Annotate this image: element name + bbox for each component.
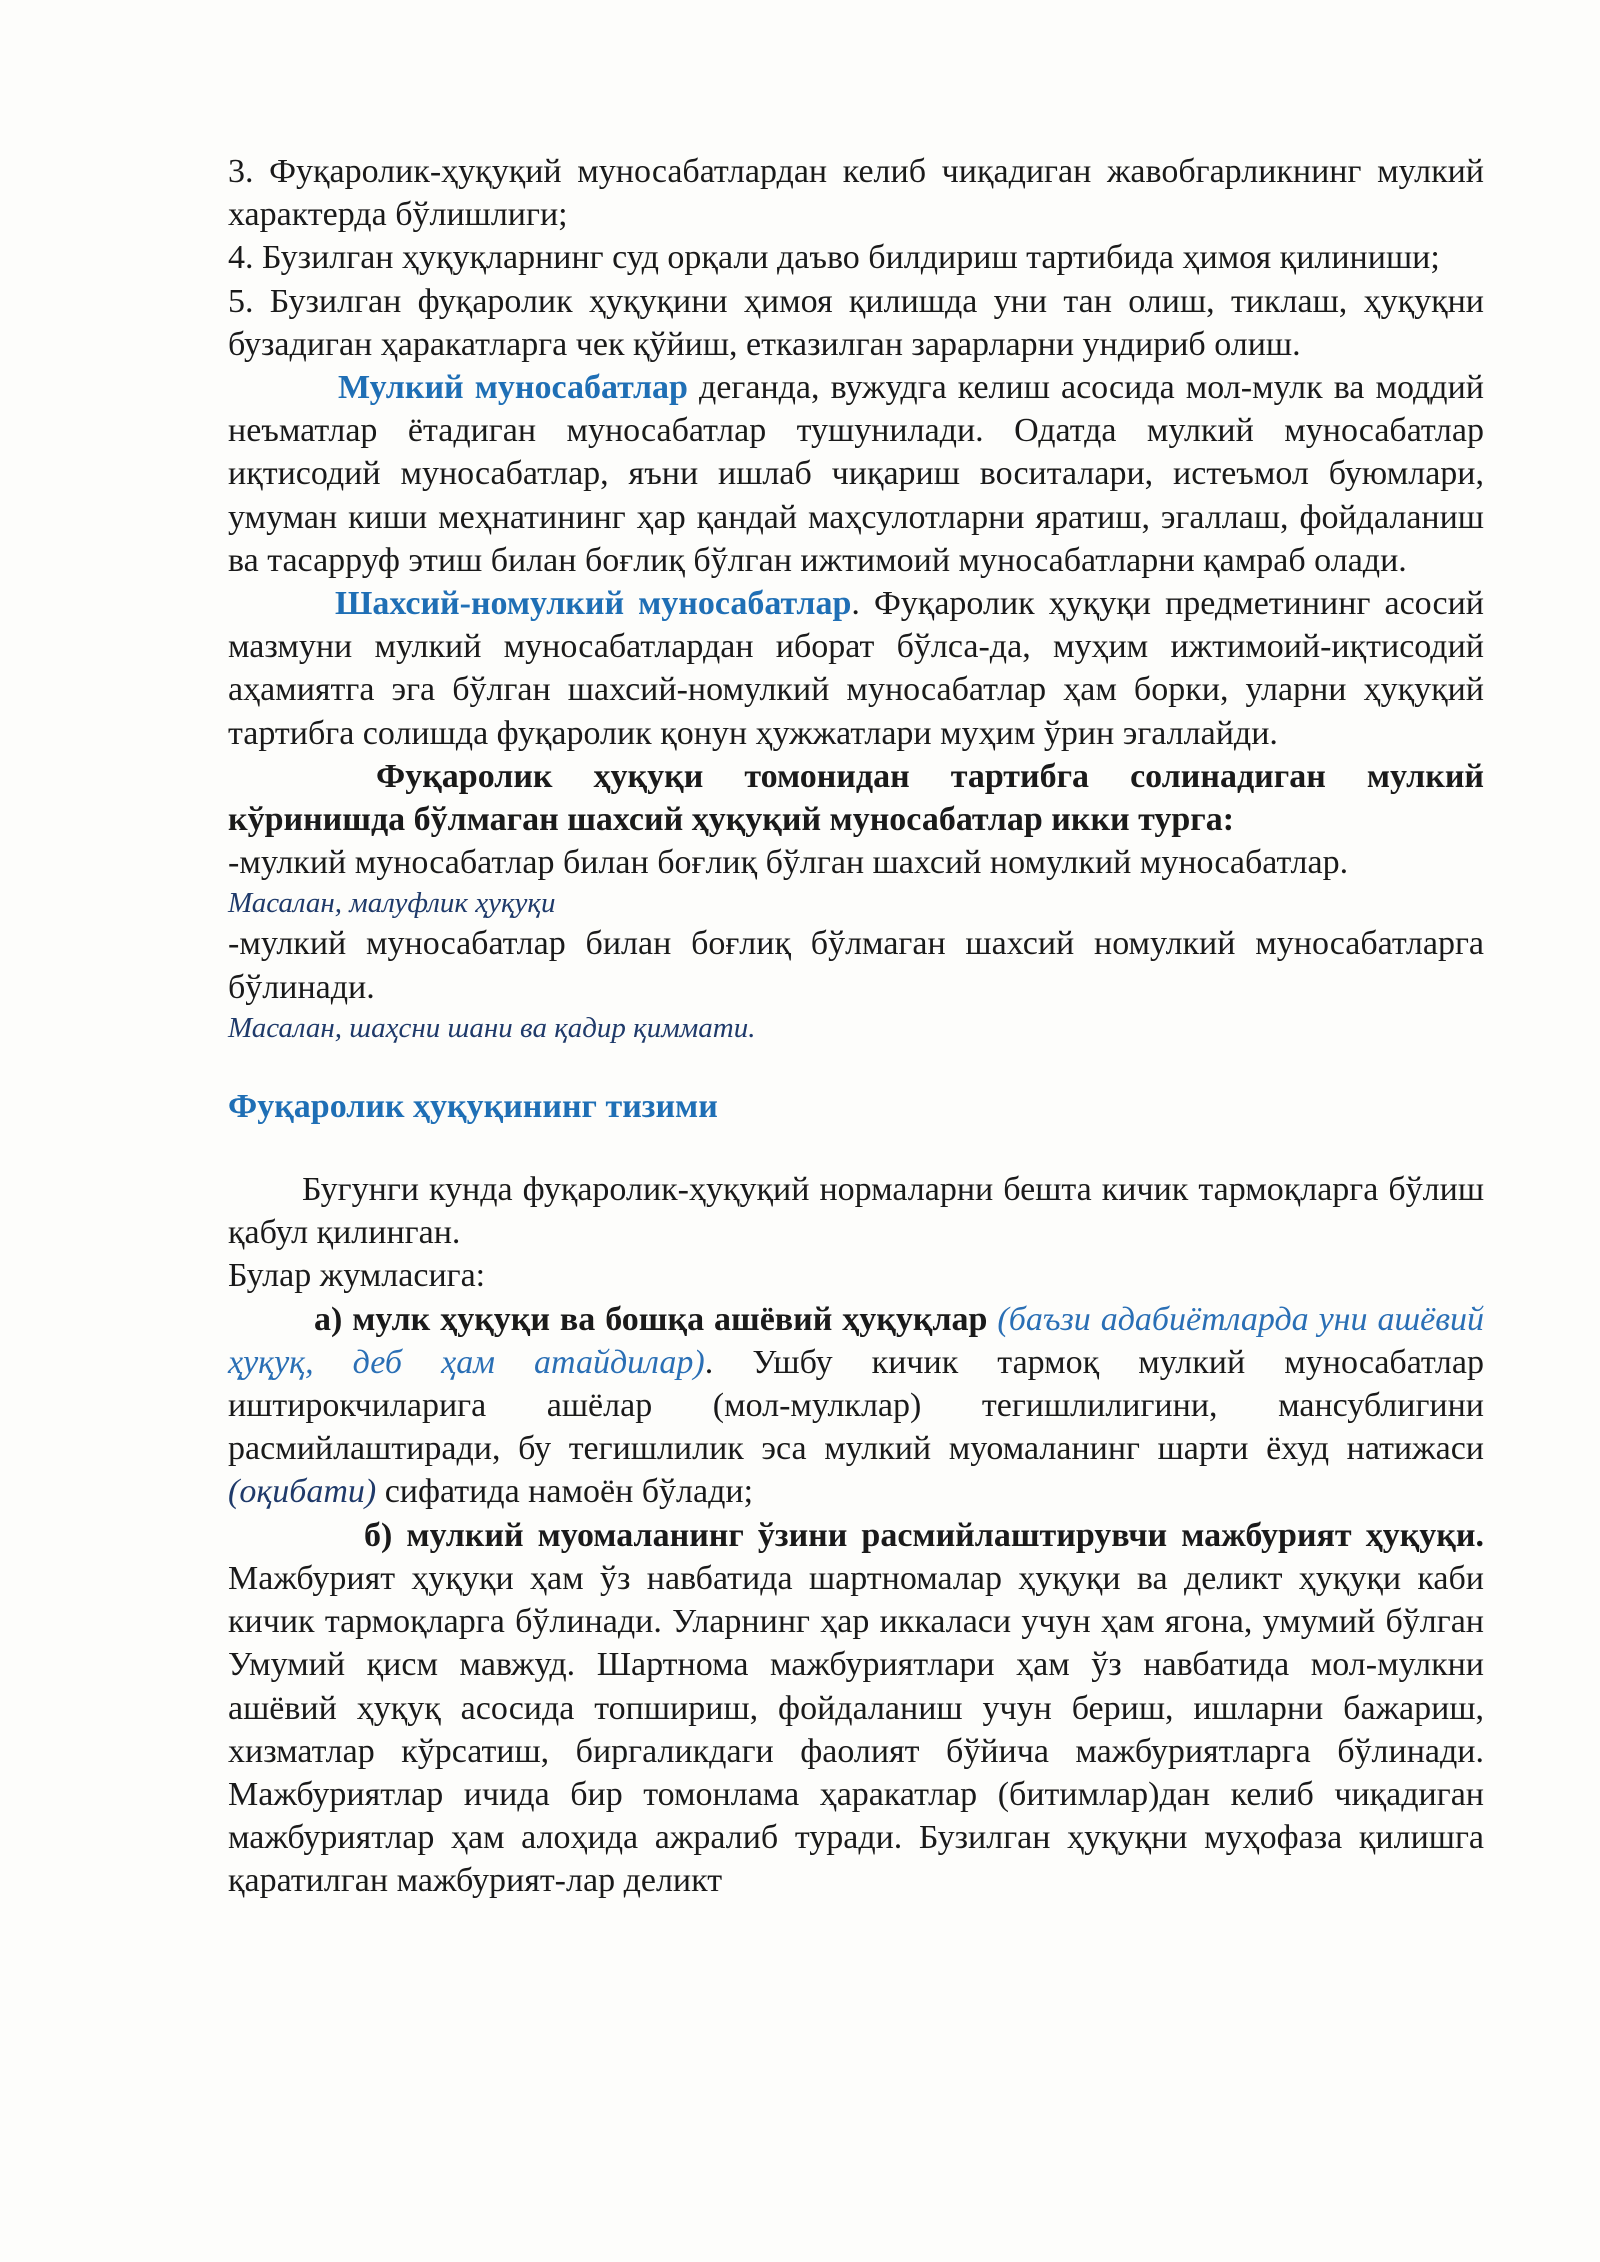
term-personal-relations: Шахсий-номулкий муносабатлар	[335, 585, 852, 623]
paragraph-property-relations	[228, 366, 1484, 582]
list-item-5: 5. Бузилган фуқаролик ҳуқуқини ҳимоя қилишда уни тан олиш, тиклаш, ҳуқуқни бузадиган ҳаракатларга чек қўйиш, етказилган зарарларни ундириб олиш.	[228, 282, 1484, 363]
document-body	[228, 150, 1484, 1903]
item-b-title: б) мулкий муомаланинг ўзини расмийлаштирувчи мажбурият ҳуқуқи.	[364, 1516, 1484, 1554]
section-among: Булар жумласига:	[228, 1257, 486, 1295]
example-1: Масалан, малуфлик ҳуқуқи	[228, 887, 556, 920]
paragraph-two-types: Фуқаролик ҳуқуқи томонидан тартибга солинадиган мулкий кўринишда бўлмаган шахсий ҳуқуқий муносабатлар икки турга:	[228, 757, 1484, 839]
paragraph-a	[228, 1298, 1484, 1514]
section-heading: Фуқаролик ҳуқуқининг тизими	[228, 1087, 718, 1125]
paragraph-text: Мажбурият ҳуқуқи ҳам ўз навбатида шартномалар ҳуқуқи ва деликт ҳуқуқи каби кичик тармоқларга бўлинади. Уларнинг ҳар иккаласи учун ҳам ягона, умумий бўлган Умумий қисм мавжуд. Шартнома мажбуриятлари ҳам ўз навбатида мол-мулкни ашёвий ҳуқуқ асосида топшириш, фойдаланиш учун бериш, ишларни бажариш, хизматлар кўрсатиш, биргаликдаги фаолият бўйича мажбуриятларга бўлинади. Мажбуриятлар ичида бир томонлама ҳаракатлар (битимлар)дан келиб чиқадиган мажбуриятлар ҳам алоҳида ажралиб туради. Бузилган ҳуқуқни муҳофаза қилишга қаратилган мажбурият-лар деликт	[228, 1559, 1484, 1900]
example-2: Масалан, шаҳсни шани ва қадир қиммати.	[228, 1011, 756, 1044]
list-item-3: 3. Фуқаролик-ҳуқуқий муносабатлардан келиб чиқадиган жавобгарликнинг мулкий характерда бўлишлиги;	[228, 153, 1484, 234]
paragraph-personal-relations	[228, 582, 1484, 755]
type-2: -мулкий муносабатлар билан боғлиқ бўлмаган шахсий номулкий муносабатларга бўлинади.	[228, 925, 1484, 1006]
item-a-note-2: (оқибати)	[228, 1473, 377, 1511]
type-1: -мулкий муносабатлар билан боғлиқ бўлган шахсий номулкий муносабатлар.	[228, 844, 1349, 882]
item-a-note: (баъзи адабиётларда уни ашёвий ҳуқуқ, деб ҳам атайдилар)	[228, 1300, 1485, 1381]
term-property-relations: Мулкий муносабатлар	[338, 369, 688, 407]
list-item-4: 4. Бузилган ҳуқуқларнинг суд орқали даъво билдириш тартибида ҳимоя қилиниши;	[228, 239, 1440, 277]
paragraph-text: деганда, вужудга келиш асосида мол-мулк ва моддий неъматлар ётадиган муносабатлар тушунилади. Одатда мулкий муносабатлар иқтисодий муносабатлар, яъни ишлаб чиқариш воситалари, истеъмол буюмлари, умуман киши меҳнатининг ҳар қандай маҳсулотларни яратиш, эгаллаш, фойдаланиш ва тасарруф этиш билан боғлиқ бўлган ижтимоий муносабатларни қамраб олади.	[228, 369, 1484, 579]
section-intro: Бугунги кунда фуқаролик-ҳуқуқий нормаларни бешта кичик тармоқларга бўлиш қабул қилинган.	[228, 1171, 1484, 1252]
item-a-title: а) мулк ҳуқуқи ва бошқа ашёвий ҳуқуқлар	[314, 1300, 988, 1338]
paragraph-b	[228, 1514, 1484, 1903]
paragraph-text: . Ушбу кичик тармоқ мулкий муносабатлар иштирокчиларига ашёлар (мол-мулклар) тегишлилигини, мансублигини расмийлаштиради, бу тегишлилик эса мулкий муомаланинг шарти ёхуд натижаси	[228, 1343, 1484, 1468]
paragraph-text: сифатида намоён бўлади;	[376, 1473, 754, 1511]
paragraph-text: . Фуқаролик ҳуқуқи предметининг асосий мазмуни мулкий муносабатлардан иборат бўлса-да, муҳим ижтимоий-иқтисодий аҳамиятга эга бўлган шахсий-номулкий муносабатлар ҳам борки, уларни ҳуқуқий тартибга солишда фуқаролик қонун ҳужжатлари муҳим ўрин эгаллайди.	[228, 585, 1484, 752]
